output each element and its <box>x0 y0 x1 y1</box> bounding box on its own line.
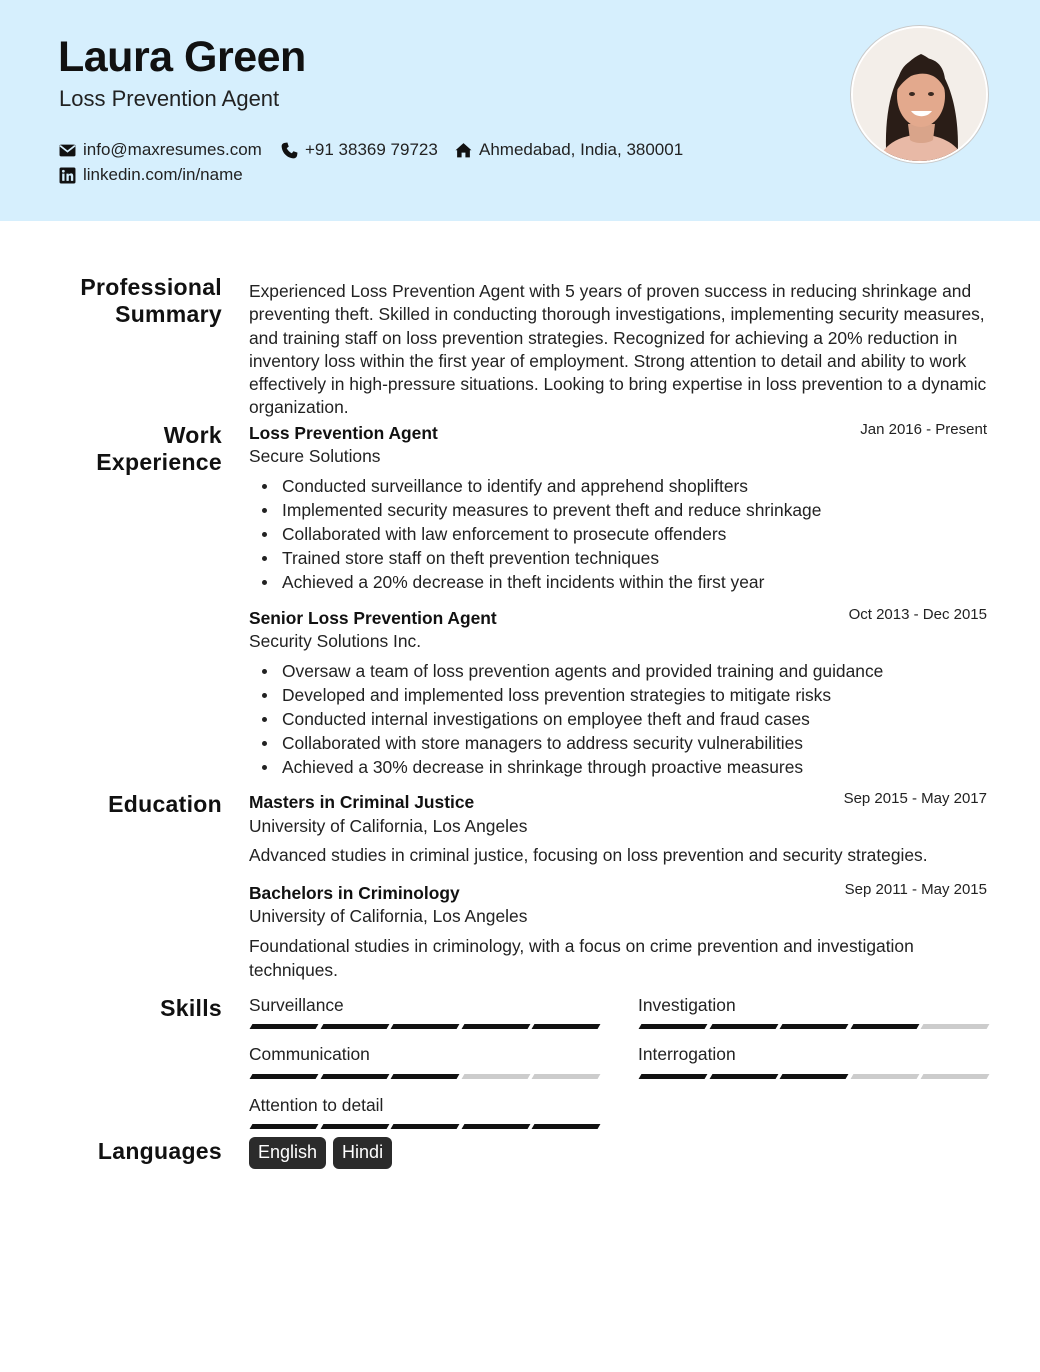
skill-segment <box>850 1074 918 1079</box>
list-item: Collaborated with store managers to address security vulnerabilities <box>249 731 989 755</box>
skill-segment <box>709 1024 777 1029</box>
linkedin-icon <box>59 167 76 184</box>
portrait-image <box>853 28 988 163</box>
list-item: Developed and implemented loss prevention strategies to mitigate risks <box>249 683 989 707</box>
skill-segment <box>639 1074 707 1079</box>
list-item: Conducted surveillance to identify and apprehend shoplifters <box>249 474 989 498</box>
education-description: Foundational studies in criminology, with a focus on crime prevention and investigation techniques. <box>249 936 914 980</box>
skill-segment <box>780 1024 848 1029</box>
list-item: Achieved a 20% decrease in theft incidents within the first year <box>249 570 989 594</box>
contact-phone[interactable] <box>281 140 438 160</box>
skill-name: Surveillance <box>249 995 344 1015</box>
envelope-icon <box>59 142 76 159</box>
job-title: Senior Loss Prevention Agent <box>249 608 497 628</box>
skill-segment <box>391 1074 459 1079</box>
list-item: Implemented security measures to prevent theft and reduce shrinkage <box>249 498 989 522</box>
section-title-education: Education <box>108 791 222 817</box>
section-title-summary: Professional Summary <box>80 274 222 327</box>
skill-segment <box>850 1024 918 1029</box>
skill-segment <box>532 1124 600 1129</box>
skill-segment <box>532 1024 600 1029</box>
skill-segment <box>250 1024 318 1029</box>
email-text: info@maxresumes.com <box>83 140 262 159</box>
skill-segment <box>250 1124 318 1129</box>
skill-segment <box>320 1074 388 1079</box>
contact-address <box>455 140 683 160</box>
job-bullets <box>249 659 989 779</box>
job-date: Oct 2013 - Dec 2015 <box>848 606 987 623</box>
job-title: Loss Prevention Agent <box>249 423 438 443</box>
contact-linkedin[interactable] <box>59 165 243 185</box>
skill-segment <box>461 1074 529 1079</box>
section-title-skills: Skills <box>160 995 222 1021</box>
skill-segment <box>921 1024 989 1029</box>
education-description: Advanced studies in criminal justice, focusing on loss prevention and security strategies. <box>249 845 928 865</box>
summary-text: Experienced Loss Prevention Agent with 5 years of proven success in reducing shrinkage and preventing theft. Skilled in conducting thorough investigations, implementing security measures, and training staff on loss prevention strategies. Recognized for achieving a 20% reduction in inventory loss within the first year of employment. Strong attention to detail and ability to work effectively in high-pressure situations. Looking to bring expertise in loss prevention to a dynamic organization. <box>249 281 987 418</box>
home-icon <box>455 142 472 159</box>
skill-segment <box>391 1124 459 1129</box>
contact-email[interactable] <box>59 140 262 160</box>
education-date: Sep 2015 - May 2017 <box>843 790 987 807</box>
skill-segment <box>709 1074 777 1079</box>
skill-name: Communication <box>249 1044 370 1064</box>
skill-level-bar <box>251 1124 599 1129</box>
language-list <box>249 1137 392 1169</box>
skill-level-bar <box>251 1074 599 1079</box>
resume-header <box>0 0 1040 221</box>
skill-segment <box>921 1074 989 1079</box>
phone-text: +91 38369 79723 <box>305 140 438 159</box>
section-title-languages: Languages <box>97 1138 222 1164</box>
candidate-role: Loss Prevention Agent <box>59 86 280 111</box>
skill-segment <box>250 1074 318 1079</box>
skill-segment <box>320 1124 388 1129</box>
skill-segment <box>780 1074 848 1079</box>
job-company: Security Solutions Inc. <box>249 631 422 651</box>
address-text: Ahmedabad, India, 380001 <box>479 140 684 159</box>
school-name: University of California, Los Angeles <box>249 816 528 836</box>
skill-segment <box>532 1074 600 1079</box>
list-item: Oversaw a team of loss prevention agents and provided training and guidance <box>249 659 989 683</box>
skill-segment <box>320 1024 388 1029</box>
skill-name: Investigation <box>638 995 736 1015</box>
skill-name: Attention to detail <box>249 1095 384 1115</box>
skill-name: Interrogation <box>638 1044 736 1064</box>
skill-level-bar <box>640 1024 988 1029</box>
candidate-name: Laura Green <box>58 33 306 81</box>
section-title-work: Work Experience <box>96 422 222 475</box>
job-date: Jan 2016 - Present <box>860 421 987 438</box>
degree-title: Bachelors in Criminology <box>249 883 460 903</box>
language-badge: Hindi <box>333 1137 392 1169</box>
profile-photo <box>851 26 988 163</box>
skill-segment <box>461 1024 529 1029</box>
skill-level-bar <box>251 1024 599 1029</box>
education-date: Sep 2011 - May 2015 <box>844 881 987 898</box>
skill-segment <box>391 1024 459 1029</box>
skill-segment <box>461 1124 529 1129</box>
skill-level-bar <box>640 1074 988 1079</box>
list-item: Trained store staff on theft prevention techniques <box>249 546 989 570</box>
language-badge: English <box>249 1137 326 1169</box>
job-bullets <box>249 474 989 594</box>
school-name: University of California, Los Angeles <box>249 906 528 926</box>
list-item: Achieved a 30% decrease in shrinkage through proactive measures <box>249 755 989 779</box>
skill-segment <box>639 1024 707 1029</box>
phone-icon <box>281 142 298 159</box>
list-item: Collaborated with law enforcement to prosecute offenders <box>249 522 989 546</box>
job-company: Secure Solutions <box>249 446 381 466</box>
list-item: Conducted internal investigations on employee theft and fraud cases <box>249 707 989 731</box>
linkedin-text: linkedin.com/in/name <box>83 165 243 184</box>
degree-title: Masters in Criminal Justice <box>249 792 475 812</box>
